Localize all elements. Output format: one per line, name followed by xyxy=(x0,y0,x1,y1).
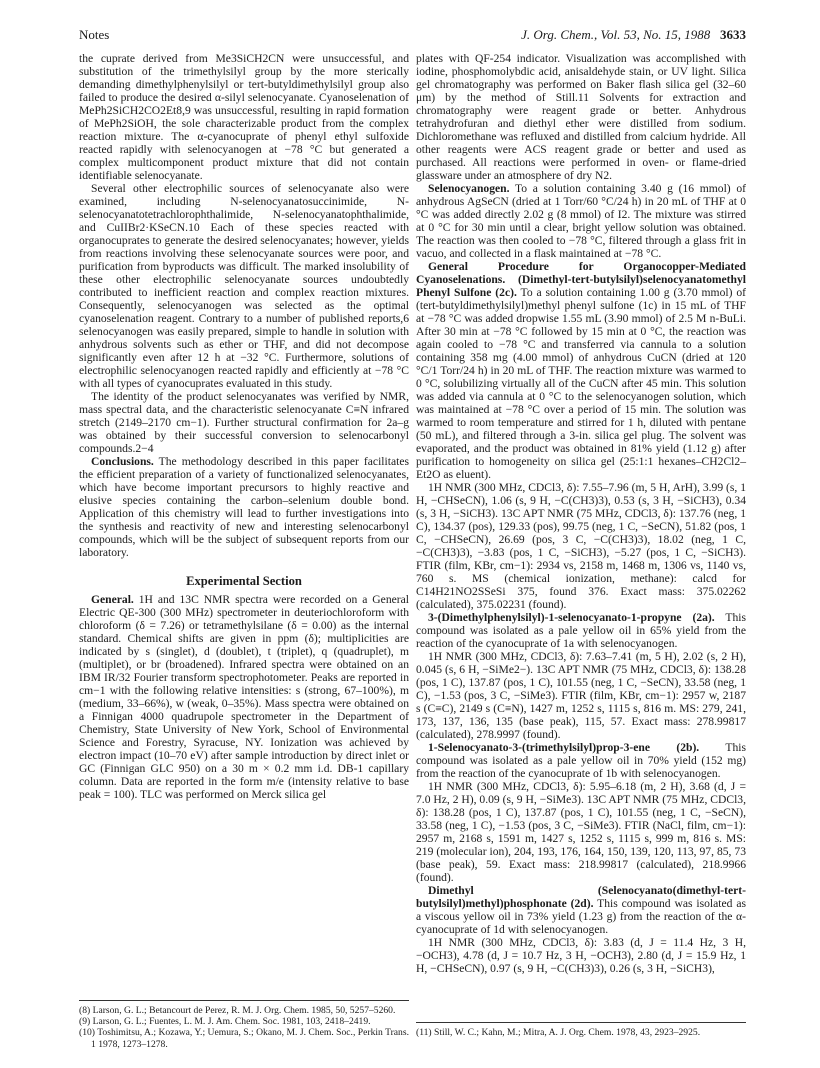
paragraph xyxy=(416,260,746,481)
left-column xyxy=(79,52,409,801)
paragraph: plates with QF-254 indicator. Visualization was accomplished with iodine, phosphomolybdic acid, anisaldehyde stain, or UV light. Silica gel chromatography was performed on Baker flash silica gel (32–60 μm) by the method of Still.11 Solvents for extraction and chromatography were reagent grade or better. Anhydrous tetrahydrofuran and diethyl ether were distilled from sodium. Dichloromethane was refluxed and distilled from calcium hydride. All other reagents were ACS reagent grade or better and used as purchased. All reactions were performed in oven- or flame-dried glassware under an atmosphere of dry N2. xyxy=(416,52,746,182)
paragraph: 1H NMR (300 MHz, CDCl3, δ): 7.63–7.41 (m, 5 H), 2.02 (s, 2 H), 0.045 (s, 6 H, −SiMe2−). 13C APT NMR (75 MHz, CDCl3, δ): 138.28 (pos, 1 C), 137.87 (pos, 1 C), 101.55 (neg, 1 C, −SeCN), 33.58 (neg, 1 C), −1.53 (pos, 3 C, −SiMe3). FTIR (film, KBr, cm−1): 2957 w, 2187 s (C≡C), 2149 s (C≡N), 1427 m, 1252 s, 1115 s, 816 m. MS: 279, 241, 173, 137, 136, 135 (base peak), 115, 57. Exact mass: 278.99817 (calculated), 278.9997 (found). xyxy=(416,650,746,741)
paragraph xyxy=(416,182,746,260)
run-in-heading: General Procedure for Organocopper-Mediated Cyanoselenations. (Dimethyl-tert-butylsilyl)selenocyanatomethyl Phenyl Sulfone (2c). xyxy=(416,260,746,299)
footnotes-right xyxy=(416,1022,746,1038)
run-in-heading: Selenocyanogen. xyxy=(428,182,510,195)
paragraph xyxy=(416,884,746,936)
paragraph xyxy=(79,593,409,801)
paragraph xyxy=(79,455,409,559)
journal-citation xyxy=(521,27,746,43)
paragraph-text: To a solution containing 1.00 g (3.70 mmol) of (tert-butyldimethylsilyl)methyl phenyl sulfone (1c) in 15 mL of THF at −78 °C was added dropwise 1.55 mL (3.90 mmol) of 2.5 M n-BuLi. After 30 min at −78 °C followed by 15 min at 0 °C, the reaction was again cooled to −78 °C and transferred via cannula to a solution containing 358 mg (4.00 mmol) of anhydrous CuCN (dried at 120 °C/1 Torr/24 h) in 20 mL of THF. The reaction mixture was warmed to 0 °C, solubilizing virtually all of the CuCN after 45 min. This solution was added via cannula at 0 °C to the selenocyanogen solution, which was maintained at −78 °C over a period of 15 min. The solution was warmed to room temperature and stirred for 1 h, diluted with pentane (50 mL), and filtered through a 3-in. silica gel plug. The solvent was evaporated, and the product was obtained in 81% yield (1.12 g) after purification to homogeneity on silica gel (25:1:1 hexanes–CH2Cl2–Et2O as eluent). xyxy=(416,286,746,481)
paragraph: The identity of the product selenocyanates was verified by NMR, mass spectral data, and the characteristic selenocyanate C≡N infrared stretch (2149–2170 cm−1). Further structural confirmation for 2a–g was obtained by their successful conversion to selenocarbonyl compounds.2−4 xyxy=(79,390,409,455)
footnotes-left xyxy=(79,1000,409,1050)
paragraph: Several other electrophilic sources of selenocyanate also were examined, including N-selenocyanatosuccinimide, N-selenocyanatotetrachlorophthalimide, N-selenocyanatophthalimide, and CuIIBr2·KSeCN.10 Each of these species reacted with organocuprates to generate the desired selenocyanates; however, yields from reactions involving these selenocyanate sources were poor, and purification from byproducts was difficult. The marked insolubility of these other electrophilic selenocyanate sources undoubtedly contributed to inefficient reaction and complex reaction mixtures. Consequently, selenocyanogen was selected as the optimal cyanoselenation reagent. Contrary to a number of published reports,6 selenocyanogen was easily prepared, simple to handle in solution with anhydrous solvents such as ether or THF, and did not decompose significantly even after 12 h at −32 °C. Furthermore, solutions of electrophilic selenocyanogen reacted rapidly and efficiently at −78 °C with all types of cyanocuprates evaluated in this study. xyxy=(79,182,409,390)
run-in-heading: 1-Selenocyanato-3-(trimethylsilyl)prop-3-ene (2b). xyxy=(428,741,700,754)
paragraph-text: The methodology described in this paper facilitates the efficient preparation of a variety of functionalized selenocyanates, which have become important precursors to highly reactive and elusive species containing the carbon–selenium double bond. Application of this chemistry will lead to further investigations into the synthesis and reactivity of new and interesting selenocarbonyl compounds, which will be the subject of subsequent reports from our laboratory. xyxy=(79,455,409,559)
journal-name: J. Org. Chem., Vol. 53, No. 15, 1988 xyxy=(521,27,711,42)
paragraph-text: This compound was isolated as a pale yellow oil in 70% yield (152 mg) from the reaction of the cyanocuprate of 1b with selenocyanogen. xyxy=(416,741,746,780)
footnote: (10) Toshimitsu, A.; Kozawa, Y.; Uemura, S.; Okano, M. J. Chem. Soc., Perkin Trans. 1 1978, 1273–1278. xyxy=(79,1027,409,1050)
paragraph-text: To a solution containing 3.40 g (16 mmol) of anhydrous AgSeCN (dried at 1 Torr/60 °C/24 h) in 20 mL of THF at 0 °C was added directly 2.02 g (8 mmol) of I2. The mixture was stirred at 0 °C for 30 min until a clear, bright yellow solution was obtained. The reaction was then cooled to −78 °C, filtered through a glass frit in vacuo, and collected in a flask maintained at −78 °C. xyxy=(416,182,746,260)
footnote: (11) Still, W. C.; Kahn, M.; Mitra, A. J. Org. Chem. 1978, 43, 2923–2925. xyxy=(416,1027,701,1038)
footnote: (8) Larson, G. L.; Betancourt de Perez, R. M. J. Org. Chem. 1985, 50, 5257–5260. xyxy=(79,1005,396,1016)
paragraph xyxy=(416,611,746,650)
paragraph: 1H NMR (300 MHz, CDCl3, δ): 3.83 (d, J = 11.4 Hz, 3 H, −OCH3), 4.78 (d, J = 10.7 Hz, 3 H, −OCH3), 2.80 (d, J = 15.9 Hz, 1 H, −CHSeCN), 0.97 (s, 9 H, −C(CH3)3), 0.26 (s, 3 H, −SiCH3), xyxy=(416,936,746,975)
paragraph: the cuprate derived from Me3SiCH2CN were unsuccessful, and substitution of the trimethylsilyl group by the more sterically demanding dimethylphenylsilyl or tert-butyldimethylsilyl group also failed to produce the desired α-silyl selenocyanate. Cyanoselenation of MePh2SiCH2CO2Et8,9 was unsuccessful, resulting in rapid formation of MePh2SiOH, the sole characterizable product from the complex reaction mixture. The α-cyanocuprate of phenyl ethyl sulfoxide reacted rapidly with selenocyanogen at −78 °C but generated a complex multicomponent product mixture that did not contain identifiable selenocyanate. xyxy=(79,52,409,182)
paragraph-text: This compound was isolated as a pale yellow oil in 65% yield from the reaction of the cyanocuprate of 1a with selenocyanogen. xyxy=(416,611,746,650)
section-label: Notes xyxy=(79,27,110,42)
paragraph: 1H NMR (300 MHz, CDCl3, δ): 5.95–6.18 (m, 2 H), 3.68 (d, J = 7.0 Hz, 2 H), 0.09 (s, 9 H, −SiMe3). 13C APT NMR (75 MHz, CDCl3, δ): 138.28 (pos, 1 C), 137.87 (pos, 1 C), 101.55 (neg, 1 C, −SeCN), 33.58 (neg, 1 C), −1.53 (pos, 3 C, −SiMe3). FTIR (NaCl, film, cm−1): 2957 m, 2168 s, 1591 m, 1427 s, 1252 s, 1115 s, 999 m, 816 s. MS: 219 (molecular ion), 204, 193, 176, 164, 150, 139, 120, 113, 97, 85, 73 (base peak), 59. Exact mass: 218.99817 (calculated), 218.9966 (found). xyxy=(416,780,746,884)
run-in-heading: Conclusions. xyxy=(91,455,154,468)
footnote-rule xyxy=(416,1022,746,1023)
paragraph-text: 1H and 13C NMR spectra were recorded on a General Electric QE-300 (300 MHz) spectrometer in deuteriochloroform with chloroform (δ = 7.26) or tetramethylsilane (δ = 0.00) as the internal standard. Chemical shifts are given in ppm (δ); multiplicities are indicated by s (singlet), d (doublet), t (triplet), q (quadruplet), m (multiplet), or br (broadened). Infrared spectra were obtained on an IBM IR/32 Fourier transform spectrophotometer. Peaks are reported in cm−1 with the following relative intensities: s (strong, 67–100%), m (medium, 33–66%), w (weak, 0–35%). Mass spectra were obtained on a Finnigan 4000 quadrupole spectrometer in the Department of Chemistry, State University of New York, School of Environmental Science and Forestry, Syracuse, NY. Ionization was achieved by electron impact (10–70 eV) after sample introduction by direct inlet or GC (Finnigan GLC 950) on a 30 m × 0.2 mm i.d. DB-1 capillary column. Data are reported in the form m/e (intensity relative to base peak = 100). TLC was performed on Merck silica gel xyxy=(79,593,409,801)
running-head xyxy=(79,27,746,45)
run-in-heading: Dimethyl (Selenocyanato(dimethyl-tert-butylsilyl)methyl)phosphonate (2d). xyxy=(416,884,746,910)
section-heading: Experimental Section xyxy=(186,574,302,588)
run-in-heading: General. xyxy=(91,593,134,606)
paragraph-text: This compound was isolated as a viscous yellow oil in 73% yield (1.23 g) from the reaction of the α-cyanocuprate of 1d with selenocyanogen. xyxy=(416,897,746,936)
paragraph xyxy=(416,741,746,780)
footnote: (9) Larson, G. L.; Fuentes, L. M. J. Am. Chem. Soc. 1981, 103, 2418–2419. xyxy=(79,1016,371,1028)
right-column xyxy=(416,52,746,975)
run-in-heading: 3-(Dimethylphenylsilyl)-1-selenocyanato-1-propyne (2a). xyxy=(428,611,715,624)
paragraph: 1H NMR (300 MHz, CDCl3, δ): 7.55–7.96 (m, 5 H, ArH), 3.99 (s, 1 H, −CHSeCN), 1.06 (s, 9 H, −C(CH3)3), 0.53 (s, 3 H, −SiCH3), 0.34 (s, 3 H, −SiCH3). 13C APT NMR (75 MHz, CDCl3, δ): 137.76 (neg, 1 C), 134.37 (pos), 129.33 (pos), 99.75 (neg, 1 C, −SeCN), 51.82 (pos, 1 C, −CHSeCN), 26.69 (pos, 3 C, −C(CH3)3), 18.02 (neg, 1 C, −C(CH3)3), −3.83 (pos, 1 C, −SiCH3), −5.27 (pos, 1 C, −SiCH3). FTIR (film, KBr, cm−1): 2934 vs, 2158 m, 1468 m, 1306 vs, 1140 vs, 760 s. MS (chemical ionization, methane): calcd for C14H21NO2SSeSi 375, found 376. Exact mass: 375.02262 (calculated), 375.02231 (found). xyxy=(416,481,746,611)
page-number: 3633 xyxy=(720,27,746,42)
footnote-rule xyxy=(79,1000,409,1001)
